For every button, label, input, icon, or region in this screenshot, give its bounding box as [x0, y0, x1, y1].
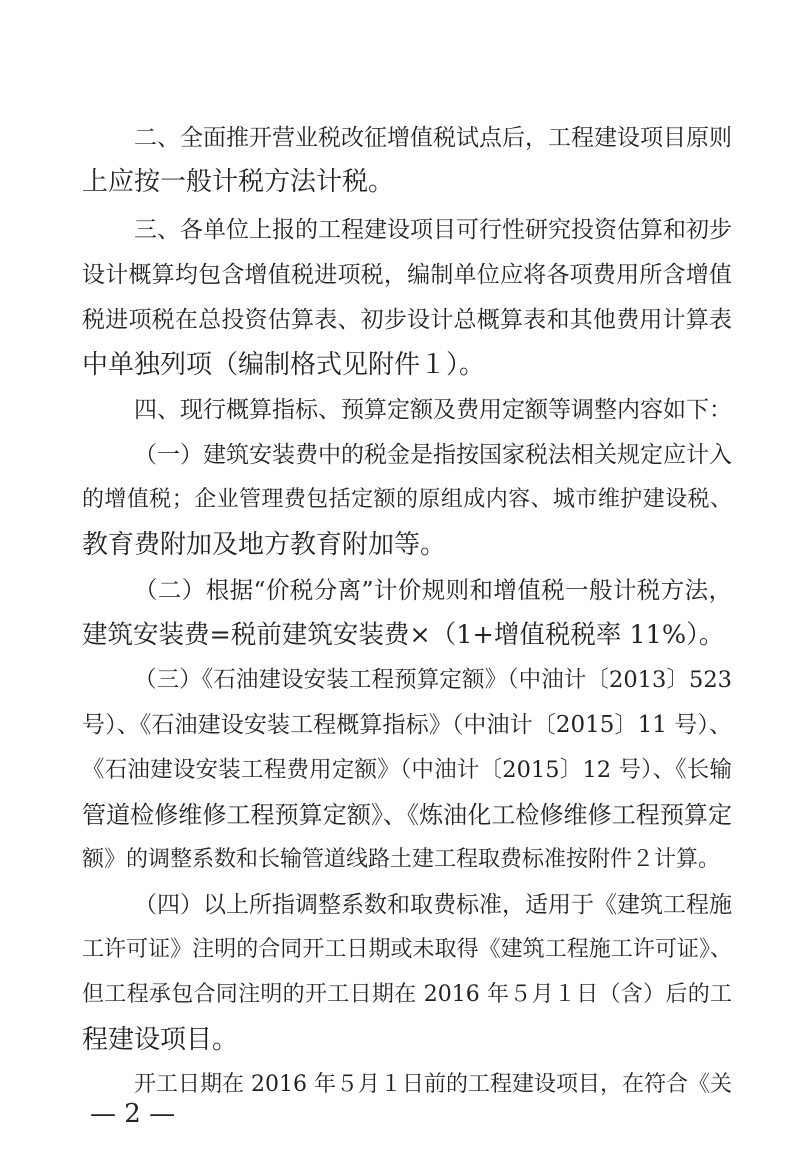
paragraph-4-line-3: 教育费附加及地方教育附加等。 — [82, 530, 447, 560]
paragraph-1-line-1: 二、全面推开营业税改征增值税试点后，工程建设项目原则 — [134, 125, 732, 151]
paragraph-6-line-3: 《石油建设安装工程费用定额》（中油计〔2015〕12 号）、《长输 — [82, 757, 732, 783]
paragraph-6-line-2: 号）、《石油建设安装工程概算指标》（中油计〔2015〕11 号）、 — [82, 712, 732, 738]
paragraph-8-line-1: 开工日期在 2016 年５月１日前的工程建设项目，在符合《关 — [134, 1072, 732, 1097]
paragraph-2-line-2: 设计概算均包含增值税进项税，编制单位应将各项费用所含增值 — [82, 262, 732, 288]
paragraph-7-line-3: 但工程承包合同注明的开工日期在 2016 年５月１日（含）后的工 — [82, 982, 732, 1007]
paragraph-4-line-1: （一）建筑安装费中的税金是指按国家税法相关规定应计入 — [134, 442, 732, 468]
paragraph-2-line-4: 中单独列项（编制格式见附件１）。 — [82, 350, 486, 380]
paragraph-3-line-1: 四、现行概算指标、预算定额及费用定额等调整内容如下： — [134, 397, 732, 423]
paragraph-2-line-3: 税进项税在总投资估算表、初步设计总概算表和其他费用计算表 — [82, 307, 732, 333]
paragraph-6-line-4: 管道检修维修工程预算定额》、《炼油化工检修维修工程预算定 — [82, 801, 732, 829]
paragraph-5-line-2: 建筑安装费=税前建筑安装费×（1+增值税税率 11%）。 — [82, 620, 725, 650]
paragraph-7-line-4: 程建设项目。 — [82, 1025, 239, 1055]
paragraph-7-line-1: （四）以上所指调整系数和取费标准，适用于《建筑工程施 — [134, 892, 732, 918]
paragraph-5-line-1: （二）根据“价税分离”计价规则和增值税一般计税方法， — [134, 576, 732, 604]
paragraph-7-line-2: 工许可证》注明的合同开工日期或未取得《建筑工程施工许可证》、 — [82, 937, 732, 962]
paragraph-6-line-1: （三）《石油建设安装工程预算定额》（中油计〔2013〕523 — [134, 667, 732, 693]
paragraph-1-line-2: 上应按一般计税方法计税。 — [82, 167, 395, 197]
paragraph-6-line-5: 额》的调整系数和长输管道线路土建工程取费标准按附件２计算。 — [82, 847, 721, 872]
page-number: — 2 — — [90, 1099, 176, 1129]
paragraph-2-line-1: 三、各单位上报的工程建设项目可行性研究投资估算和初步 — [134, 217, 732, 243]
paragraph-4-line-2: 的增值税；企业管理费包括定额的原组成内容、城市维护建设税、 — [82, 487, 732, 512]
